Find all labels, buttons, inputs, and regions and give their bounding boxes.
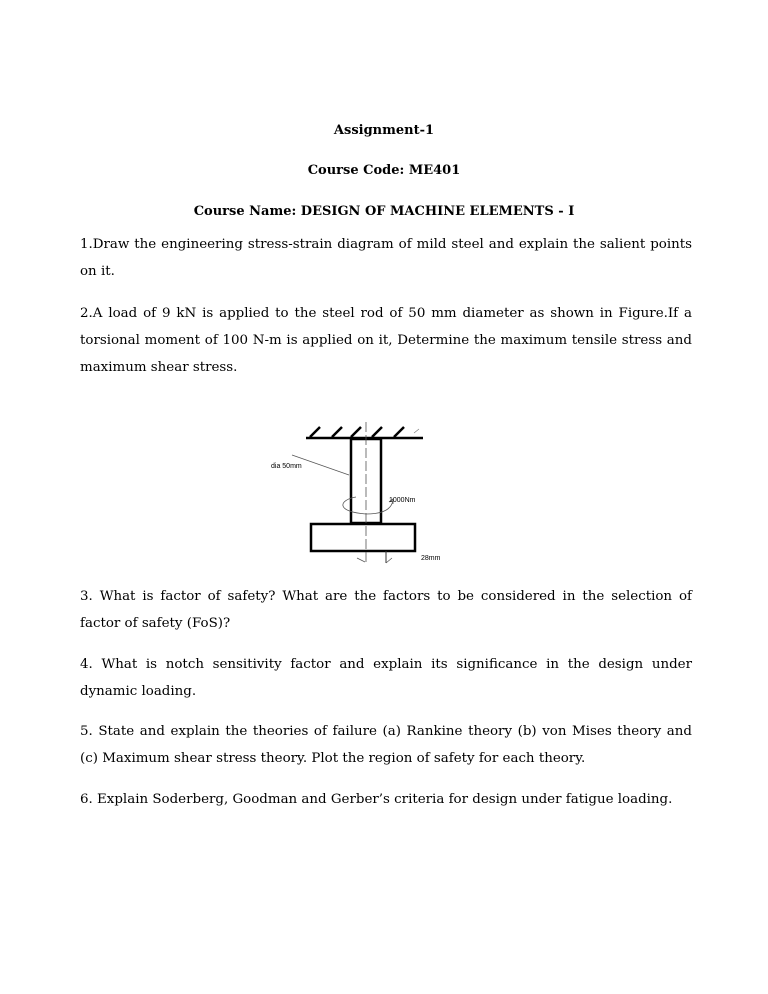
rod-figure <box>260 415 440 575</box>
diameter-label: dia 50mm <box>271 463 302 470</box>
torque-label: 1000Nm <box>389 497 416 504</box>
question-3: 3. What is factor of safety? What are the factors to be considered in the selection of factor of safety (FoS)? <box>80 589 692 631</box>
question-2: 2.A load of 9 kN is applied to the steel rod of 50 mm diameter as shown in Figure.If a torsional moment of 100 N-m is applied on it, Determine the maximum tensile stress and maximum shear stress. <box>80 306 692 375</box>
question-6: 6. Explain Soderberg, Goodman and Gerber’s criteria for design under fatigue loading. <box>80 792 673 807</box>
base-block <box>311 524 415 551</box>
question-1: 1.Draw the engineering stress-strain diagram of mild steel and explain the salient points on it. <box>80 237 692 279</box>
question-4: 4. What is notch sensitivity factor and explain its significance in the design under dynamic loading. <box>80 657 692 699</box>
course-code: Course Code: ME401 <box>307 163 461 178</box>
support-hatching <box>310 427 404 437</box>
question-5: 5. State and explain the theories of failure (a) Rankine theory (b) von Mises theory and (c) Maximum shear stress theory. Plot the region of safety for each theory. <box>80 724 692 766</box>
assignment-title: Assignment-1 <box>333 123 435 138</box>
offset-label: 28mm <box>421 555 440 562</box>
course-name: Course Name: DESIGN OF MACHINE ELEMENTS - I <box>193 204 575 219</box>
